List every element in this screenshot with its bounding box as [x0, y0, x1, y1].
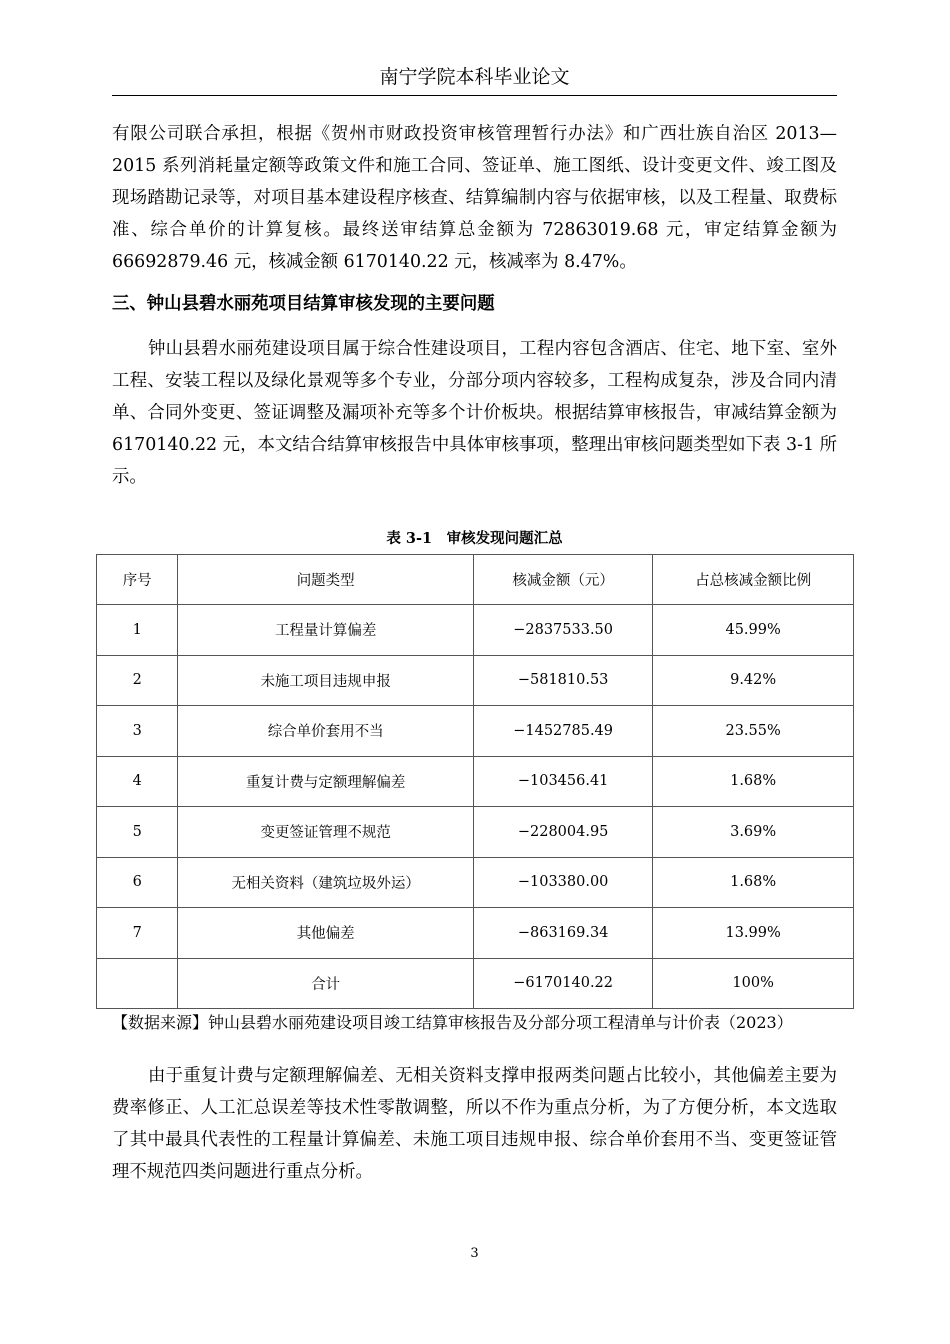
cell-ratio: 1.68%	[653, 756, 854, 807]
table-row	[97, 655, 854, 706]
cell-index: 6	[97, 857, 178, 908]
page-number: 3	[470, 1246, 479, 1261]
cell-amount: −228004.95	[473, 807, 652, 858]
cell-ratio: 9.42%	[653, 655, 854, 706]
cell-amount: −581810.53	[473, 655, 652, 706]
cell-amount: −1452785.49	[473, 706, 652, 757]
table-total-row	[97, 958, 854, 1009]
table-row	[97, 908, 854, 959]
cell-amount: −103380.00	[473, 857, 652, 908]
cell-index: 3	[97, 706, 178, 757]
cell-type: 综合单价套用不当	[178, 706, 474, 757]
table-row	[97, 807, 854, 858]
cell-index: 7	[97, 908, 178, 959]
paragraph-audit-summary: 有限公司联合承担，根据《贺州市财政投资审核管理暂行办法》和广西壮族自治区 2013—2015 系列消耗量定额等政策文件和施工合同、签证单、施工图纸、设计变更文件、竣工图及现场踏勘记录等，对项目基本建设程序核查、结算编制内容与依据审核，以及工程量、取费标准、综合单价的计算复核。最终送审结算总金额为 72863019.68 元，审定结算金额为 66692879.46 元，核减金额 6170140.22 元，核减率为 8.47%。	[112, 124, 837, 272]
table-header-row	[97, 555, 854, 605]
cell-type: 变更签证管理不规范	[178, 807, 474, 858]
cell-amount: −6170140.22	[473, 958, 652, 1009]
table-row	[97, 605, 854, 656]
cell-index: 1	[97, 605, 178, 656]
cell-type: 重复计费与定额理解偏差	[178, 756, 474, 807]
table-row	[97, 706, 854, 757]
cell-amount: −863169.34	[473, 908, 652, 959]
table-caption: 表 3-1 审核发现问题汇总	[386, 530, 563, 547]
cell-amount: −2837533.50	[473, 605, 652, 656]
cell-index: 4	[97, 756, 178, 807]
cell-type: 无相关资料（建筑垃圾外运）	[178, 857, 474, 908]
cell-type: 合计	[178, 958, 474, 1009]
cell-ratio: 3.69%	[653, 807, 854, 858]
header-cell-type: 问题类型	[178, 555, 474, 605]
header-cell-index: 序号	[97, 555, 178, 605]
table-source-note: 【数据来源】钟山县碧水丽苑建设项目竣工结算审核报告及分部分项工程清单与计价表（2023）	[112, 1013, 793, 1032]
paragraph-analysis-scope: 由于重复计费与定额理解偏差、无相关资料支撑申报两类问题占比较小，其他偏差主要为费率修正、人工汇总误差等技术性零散调整，所以不作为重点分析，为了方便分析，本文选取了其中最具代表性的工程量计算偏差、未施工项目违规申报、综合单价套用不当、变更签证管理不规范四类问题进行重点分析。	[112, 1066, 837, 1182]
cell-type: 工程量计算偏差	[178, 605, 474, 656]
audit-problems-table	[96, 554, 854, 1009]
header-cell-ratio: 占总核减金额比例	[653, 555, 854, 605]
header-cell-amount: 核减金额（元）	[473, 555, 652, 605]
cell-index	[97, 958, 178, 1009]
header-rule	[112, 95, 837, 96]
section-heading: 三、钟山县碧水丽苑项目结算审核发现的主要问题	[112, 294, 495, 314]
cell-index: 2	[97, 655, 178, 706]
cell-ratio: 23.55%	[653, 706, 854, 757]
paragraph-project-overview: 钟山县碧水丽苑建设项目属于综合性建设项目，工程内容包含酒店、住宅、地下室、室外工程、安装工程以及绿化景观等多个专业，分部分项内容较多，工程构成复杂，涉及合同内清单、合同外变更、签证调整及漏项补充等多个计价板块。根据结算审核报告，审减结算金额为 6170140.22 元，本文结合结算审核报告中具体审核事项，整理出审核问题类型如下表 3-1 所示。	[112, 339, 837, 487]
running-header: 南宁学院本科毕业论文	[379, 66, 570, 88]
cell-index: 5	[97, 807, 178, 858]
cell-type: 其他偏差	[178, 908, 474, 959]
table-row	[97, 857, 854, 908]
cell-ratio: 1.68%	[653, 857, 854, 908]
cell-type: 未施工项目违规申报	[178, 655, 474, 706]
cell-ratio: 100%	[653, 958, 854, 1009]
cell-ratio: 45.99%	[653, 605, 854, 656]
cell-amount: −103456.41	[473, 756, 652, 807]
table-row	[97, 756, 854, 807]
cell-ratio: 13.99%	[653, 908, 854, 959]
